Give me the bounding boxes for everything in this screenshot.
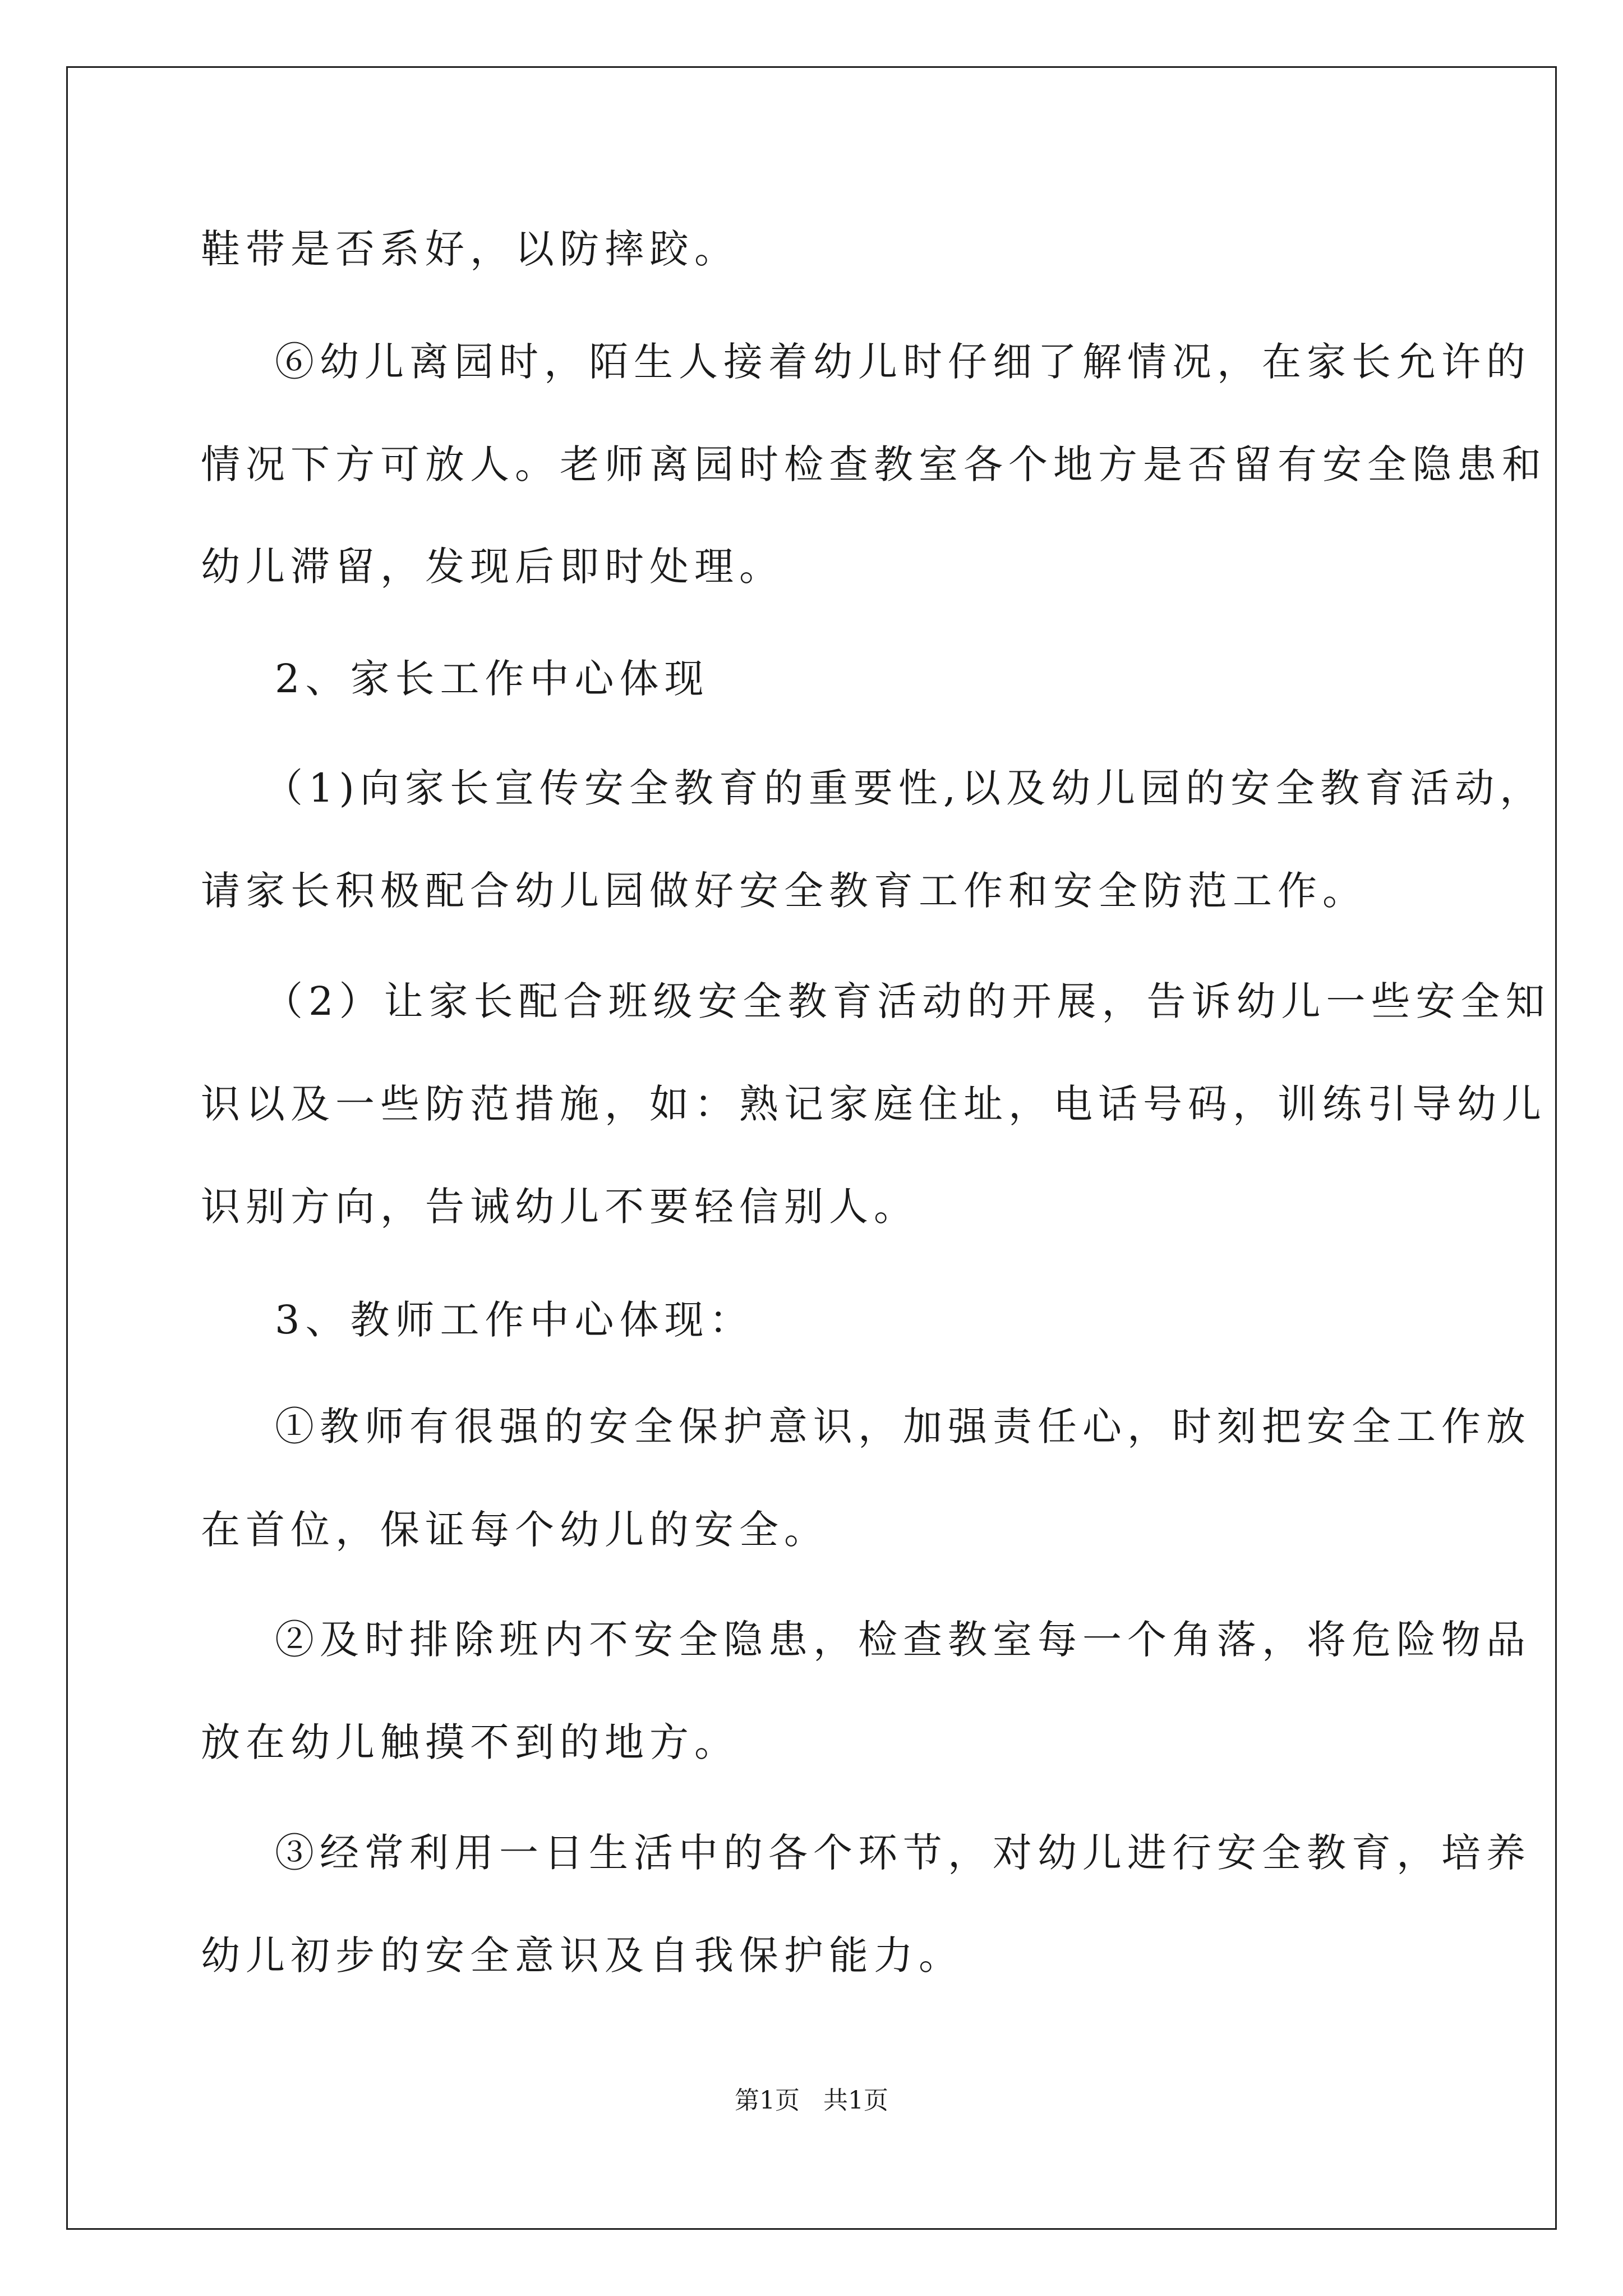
text-line-7: 请家长积极配合幼儿园做好安全教育工作和安全防范工作。 — [201, 868, 1367, 914]
text-line-17: 幼儿初步的安全意识及自我保护能力。 — [201, 1932, 963, 1978]
page-footer — [0, 2084, 1623, 2118]
text-line-15: 放在幼儿触摸不到的地方。 — [201, 1719, 739, 1765]
page-number: 第1页 — [735, 2086, 800, 2115]
text-line-14: ②及时排除班内不安全隐患，检查教室每一个角落，将危险物品 — [275, 1617, 1531, 1663]
text-line-10: 识别方向，告诫幼儿不要轻信别人。 — [201, 1184, 919, 1230]
page-border — [66, 66, 1557, 2230]
text-line-2: ⑥幼儿离园时，陌生人接着幼儿时仔细了解情况，在家长允许的 — [275, 339, 1531, 385]
text-line-11: 3、教师工作中心体现： — [275, 1297, 754, 1343]
text-line-1: 鞋带是否系好，以防摔跤。 — [201, 226, 739, 272]
text-line-8: （2）让家长配合班级安全教育活动的开展，告诉幼儿一些安全知 — [264, 978, 1551, 1024]
text-line-6: （1)向家长宣传安全教育的重要性,以及幼儿园的安全教育活动， — [264, 765, 1545, 811]
text-line-16: ③经常利用一日生活中的各个环节，对幼儿进行安全教育，培养 — [275, 1830, 1531, 1876]
text-line-12: ①教师有很强的安全保护意识，加强责任心，时刻把安全工作放 — [275, 1404, 1531, 1450]
text-line-4: 幼儿滞留，发现后即时处理。 — [201, 544, 784, 590]
text-line-5: 2、家长工作中心体现 — [275, 656, 709, 702]
page-total: 共1页 — [823, 2086, 888, 2115]
text-line-9: 识以及一些防范措施，如：熟记家庭住址，电话号码，训练引导幼儿 — [201, 1081, 1547, 1127]
text-line-13: 在首位，保证每个幼儿的安全。 — [201, 1507, 829, 1553]
text-line-3: 情况下方可放人。老师离园时检查教室各个地方是否留有安全隐患和 — [201, 441, 1547, 487]
